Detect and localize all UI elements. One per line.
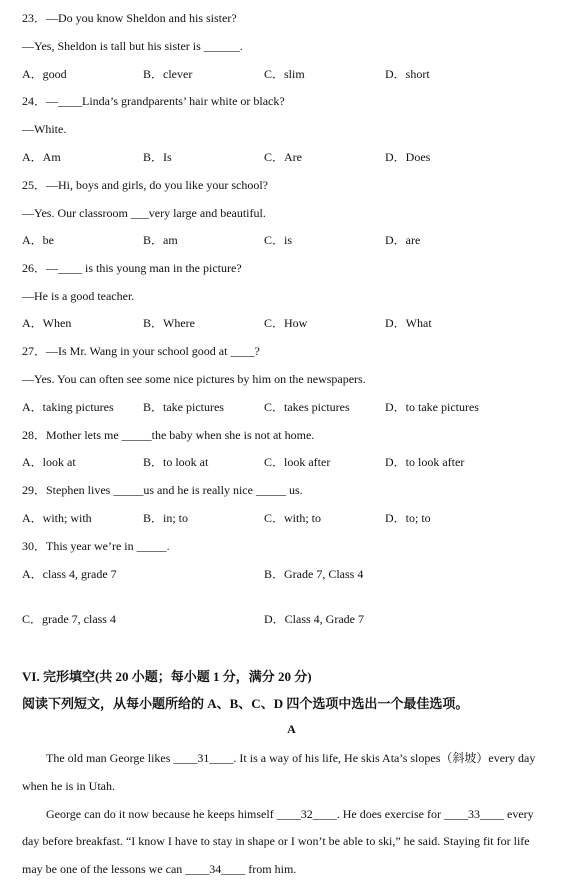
question-25-option-b: B．am	[143, 233, 178, 247]
question-26-text: 26．—____ is this young man in the picture?	[22, 261, 242, 275]
question-24-option-b: B．Is	[143, 150, 172, 164]
paragraph-2-line-1: George can do it now because he keeps himself ____32____. He does exercise for ____33____ every	[46, 807, 534, 821]
paragraph-2-line-2: day before breakfast. “I know I have to stay in shape or I won’t be able to ski,” he said. Staying fit for life	[22, 834, 530, 848]
question-24-option-d: D．Does	[385, 150, 431, 164]
question-27-option-c: C．takes pictures	[264, 400, 350, 414]
section-heading: VI. 完形填空(共 20 小题；每小题 1 分，满分 20 分)	[22, 669, 312, 684]
paragraph-2-line-3: may be one of the lessons we can ____34____ from him.	[22, 862, 297, 876]
question-28-option-c: C．look after	[264, 455, 331, 469]
question-29-text: 29．Stephen lives _____us and he is really nice _____ us.	[22, 483, 303, 497]
question-26-option-a: A．When	[22, 316, 72, 330]
question-27-option-a: A．taking pictures	[22, 400, 114, 414]
question-26-option-d: D．What	[385, 316, 432, 330]
question-23-option-b: B．clever	[143, 67, 193, 81]
question-29-option-d: D．to; to	[385, 511, 431, 525]
paragraph-1-line-2: when he is in Utah.	[22, 779, 115, 793]
question-25-text: 25．—Hi, boys and girls, do you like your school?	[22, 178, 268, 192]
question-24-text: 24．—____Linda’s grandparents’ hair white or black?	[22, 94, 285, 108]
question-25-option-c: C．is	[264, 233, 293, 247]
question-27-option-d: D．to take pictures	[385, 400, 479, 414]
question-28-option-b: B．to look at	[143, 455, 209, 469]
passage-title: A	[287, 722, 296, 736]
question-23-option-c: C．slim	[264, 67, 305, 81]
question-23-option-a: A．good	[22, 67, 67, 81]
question-23-text: 23．—Do you know Sheldon and his sister?	[22, 11, 237, 25]
question-28-option-a: A．look at	[22, 455, 76, 469]
question-24-option-a: A．Am	[22, 150, 61, 164]
paragraph-1-line-1: The old man George likes ____31____. It is a way of his life, He skis Ata’s slopes（斜坡）every day	[46, 751, 536, 765]
question-27-option-b: B．take pictures	[143, 400, 224, 414]
question-26-reply: —He is a good teacher.	[22, 289, 135, 303]
question-26-option-c: C．How	[264, 316, 308, 330]
question-28-text: 28．Mother lets me _____the baby when she is not at home.	[22, 428, 315, 442]
question-27-text: 27．—Is Mr. Wang in your school good at ____?	[22, 344, 260, 358]
question-28-option-d: D．to look after	[385, 455, 465, 469]
question-29-option-b: B．in; to	[143, 511, 189, 525]
question-30-option-b: B．Grade 7, Class 4	[264, 567, 364, 581]
question-24-option-c: C．Are	[264, 150, 302, 164]
question-23-reply: —Yes, Sheldon is tall but his sister is ______.	[22, 39, 243, 53]
question-30-text: 30．This year we’re in _____.	[22, 539, 170, 553]
question-25-option-d: D．are	[385, 233, 421, 247]
question-30-option-a: A．class 4, grade 7	[22, 567, 117, 581]
question-23-option-d: D．short	[385, 67, 430, 81]
question-27-reply: —Yes. You can often see some nice pictures by him on the newspapers.	[22, 372, 366, 386]
section-instruction: 阅读下列短文，从每小题所给的 A、B、C、D 四个选项中选出一个最佳选项。	[22, 696, 469, 711]
question-25-reply: —Yes. Our classroom ___very large and beautiful.	[22, 206, 266, 220]
question-29-option-c: C．with; to	[264, 511, 322, 525]
question-30-option-d: D．Class 4, Grade 7	[264, 612, 364, 626]
question-24-reply: —White.	[22, 122, 67, 136]
question-30-option-c: C．grade 7, class 4	[22, 612, 116, 626]
question-26-option-b: B．Where	[143, 316, 195, 330]
question-25-option-a: A．be	[22, 233, 54, 247]
question-29-option-a: A．with; with	[22, 511, 92, 525]
